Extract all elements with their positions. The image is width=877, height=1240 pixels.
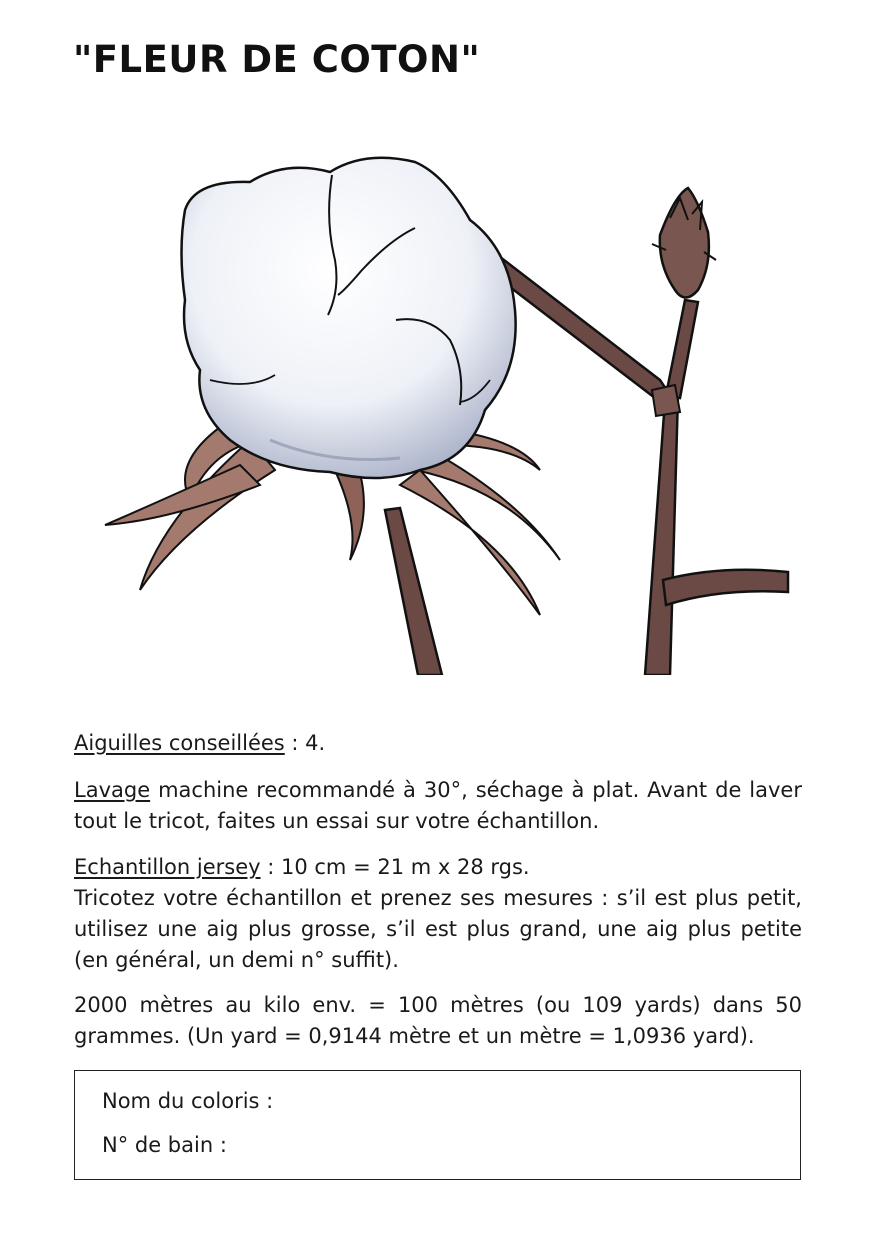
- yardage-paragraph: [74, 990, 802, 1052]
- washing-paragraph: [74, 775, 802, 837]
- yardage-text: 2000 mètres au kilo env. = 100 mètres (ou 109 yards) dans 50 grammes. (Un yard = 0,9144 mètre et un mètre = 1,0936 yard).: [74, 993, 802, 1048]
- needles-value: : 4.: [284, 731, 326, 755]
- color-name-label: Nom du coloris :: [102, 1089, 274, 1113]
- gauge-text: Tricotez votre échantillon et prenez ses mesures : s’il est plus petit, utilisez une aig plus grosse, s’il est plus grand, une aig plus petite (en général, un demi n° suffit).: [74, 886, 802, 972]
- gauge-label: Echantillon jersey: [74, 855, 261, 879]
- needles-line: [74, 728, 802, 759]
- needles-label: Aiguilles conseillées: [74, 731, 285, 755]
- washing-label: Lavage: [74, 778, 151, 802]
- washing-text: machine recommandé à 30°, séchage à plat. Avant de laver tout le tricot, faites un essai sur votre échantillon.: [74, 778, 802, 833]
- gauge-paragraph: [74, 852, 802, 976]
- lot-info-box: [74, 1070, 801, 1180]
- page-title: "FLEUR DE COTON": [73, 38, 481, 81]
- cotton-boll-illustration: [100, 140, 800, 675]
- gauge-value: : 10 cm = 21 m x 28 rgs.: [260, 855, 530, 879]
- dye-lot-label: N° de bain :: [102, 1133, 227, 1157]
